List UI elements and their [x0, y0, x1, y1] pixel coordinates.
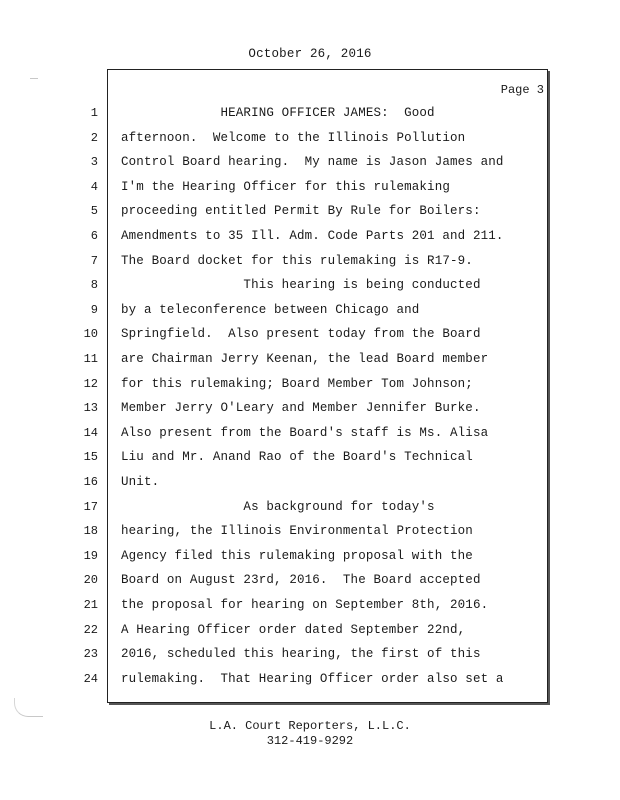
transcript-line-text: afternoon. Welcome to the Illinois Pollution: [121, 130, 466, 145]
line-number: 3: [90, 155, 98, 170]
transcript-line-text: HEARING OFFICER JAMES: Good: [121, 106, 435, 120]
transcript-line-text: for this rulemaking; Board Member Tom Johnson;: [121, 376, 473, 391]
line-number: 20: [83, 573, 98, 588]
line-number: 8: [90, 278, 98, 293]
footer-company: L.A. Court Reporters, L.L.C.: [209, 719, 411, 733]
line-number: 5: [90, 204, 98, 219]
line-number: 17: [83, 499, 98, 514]
transcript-line-text: rulemaking. That Hearing Officer order also set a: [121, 671, 504, 686]
page-number-label: Page 3: [500, 83, 544, 97]
line-number: 22: [83, 622, 98, 637]
transcript-line-text: the proposal for hearing on September 8th, 2016.: [121, 598, 489, 612]
transcript-line-text: Also present from the Board's staff is Ms. Alisa: [121, 425, 489, 440]
line-number: 18: [83, 524, 98, 539]
transcript-line-text: Board on August 23rd, 2016. The Board accepted: [121, 573, 481, 588]
line-number: 2: [90, 130, 98, 145]
line-number: 9: [90, 302, 98, 317]
line-number: 14: [83, 425, 98, 440]
transcript-line-text: The Board docket for this rulemaking is R17-9.: [121, 253, 473, 268]
transcript-line-text: Unit.: [121, 475, 160, 489]
transcript-line-text: proceeding entitled Permit By Rule for Boilers:: [121, 204, 481, 219]
page-date-header: October 26, 2016: [248, 47, 372, 61]
line-number: 24: [83, 671, 98, 686]
footer-phone: 312-419-9292: [266, 734, 354, 748]
transcript-line-text: Liu and Mr. Anand Rao of the Board's Technical: [121, 450, 473, 465]
transcript-line-text: Member Jerry O'Leary and Member Jennifer Burke.: [121, 401, 481, 416]
line-number: 13: [83, 401, 98, 416]
transcript-line-text: hearing, the Illinois Environmental Protection: [121, 524, 473, 539]
line-number: 11: [83, 352, 98, 366]
transcript-line-text: Agency filed this rulemaking proposal with the: [121, 548, 473, 563]
transcript-line-text: Control Board hearing. My name is Jason James and: [121, 155, 504, 170]
line-number: 6: [90, 229, 98, 243]
line-number: 15: [83, 450, 98, 465]
line-number: 1: [90, 106, 98, 120]
line-number: 19: [83, 548, 98, 563]
footer: [0, 719, 620, 749]
transcript-line-text: Springfield. Also present today from the Board: [121, 327, 481, 342]
line-number: 21: [83, 598, 98, 612]
transcript-line-text: Amendments to 35 Ill. Adm. Code Parts 201 and 211.: [121, 229, 504, 243]
margin-mark-top: [30, 72, 38, 79]
line-number: 10: [83, 327, 98, 342]
transcript-line-text: I'm the Hearing Officer for this rulemaking: [121, 179, 451, 194]
line-number: 12: [83, 376, 98, 391]
transcript-line-text: are Chairman Jerry Keenan, the lead Board member: [121, 352, 489, 366]
transcript-line-text: As background for today's: [121, 499, 435, 514]
transcript-line-text: 2016, scheduled this hearing, the first of this: [121, 647, 481, 662]
line-number: 7: [90, 253, 98, 268]
line-number: 16: [83, 475, 98, 489]
line-number: 4: [90, 179, 98, 194]
margin-mark-bottom: [14, 698, 43, 717]
line-number: 23: [83, 647, 98, 662]
transcript-line-text: This hearing is being conducted: [121, 278, 481, 293]
transcript-line-text: by a teleconference between Chicago and: [121, 302, 420, 317]
transcript-line-text: A Hearing Officer order dated September 22nd,: [121, 622, 466, 637]
